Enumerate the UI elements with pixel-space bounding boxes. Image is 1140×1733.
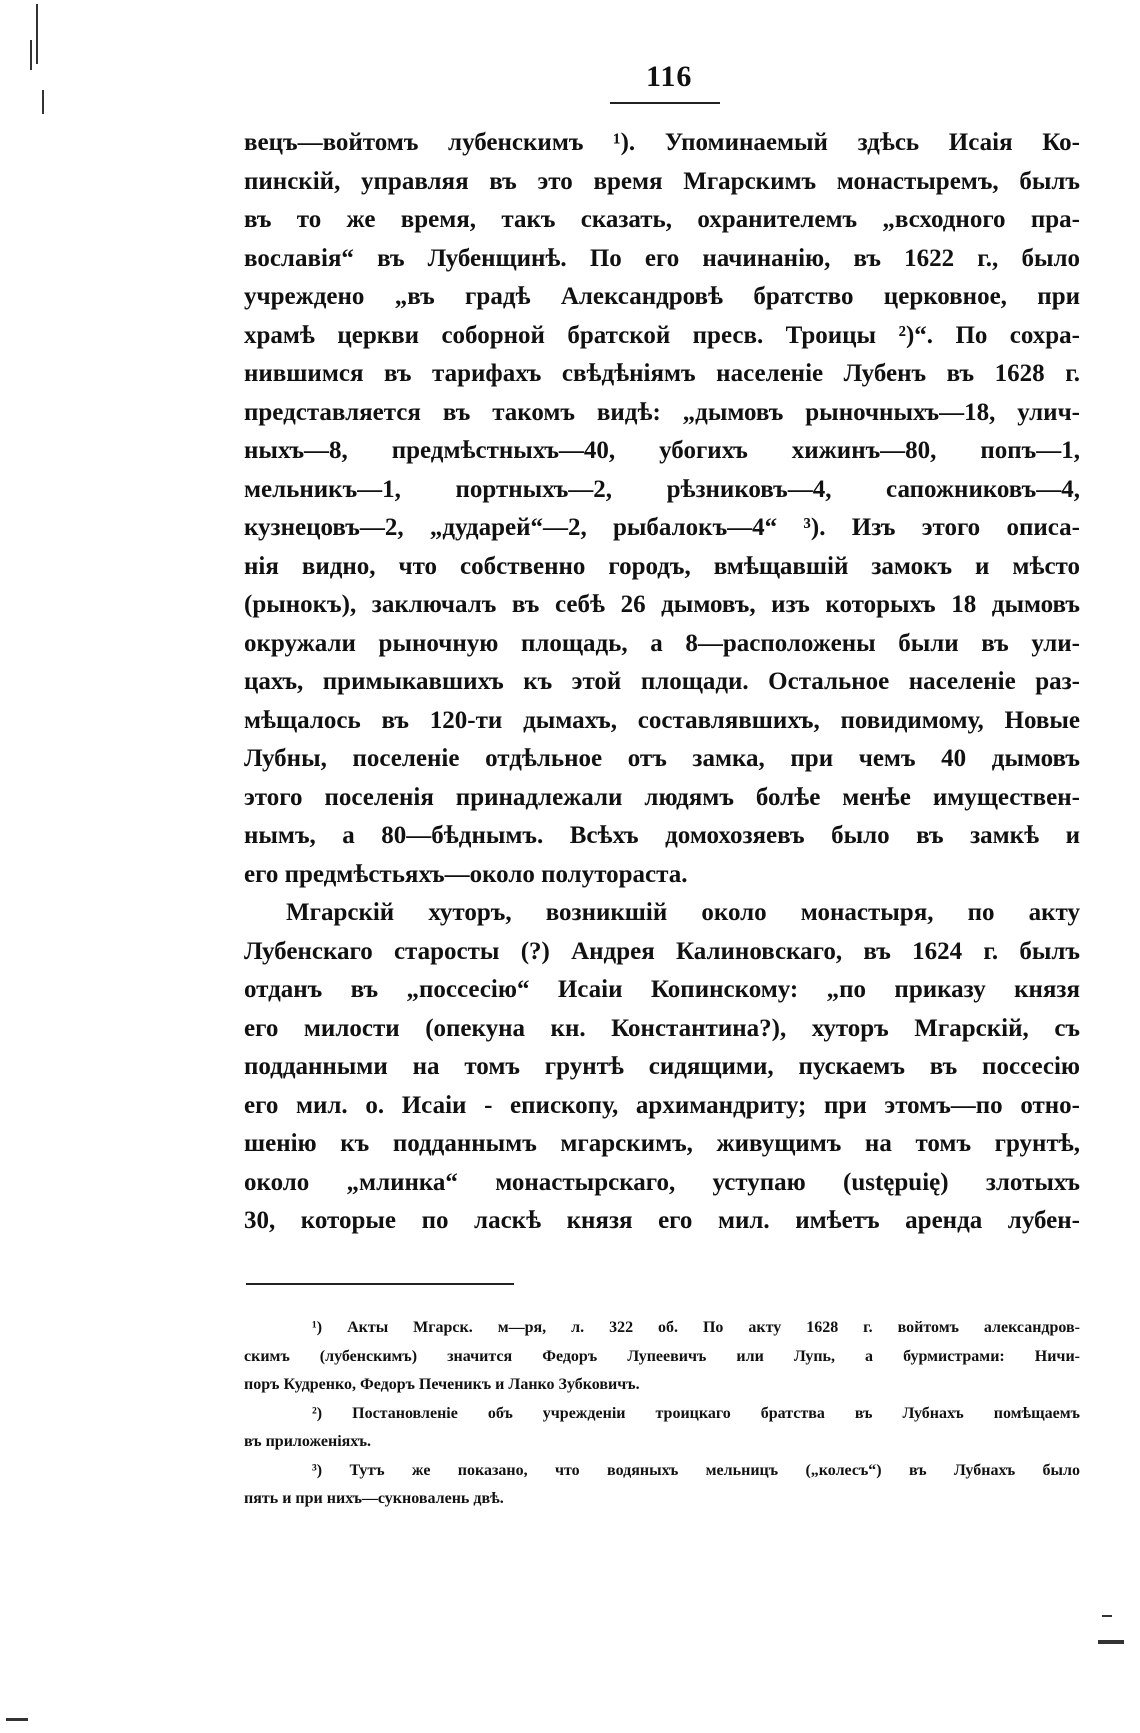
footnote-line: ¹) Акты Мгарск. м—ря, л. 322 об. По акту 1628 г. войтомъ александров- (312, 1319, 1080, 1336)
body-line: вославія“ въ Лубенщинѣ. По его начинанію, въ 1622 г., было (244, 244, 1080, 272)
body-line: Лубны, поселеніе отдѣльное отъ замка, при чемъ 40 дымовъ (244, 745, 1080, 772)
body-line: нившимся въ тарифахъ свѣдѣніямъ населеніе Лубенъ въ 1628 г. (244, 360, 1080, 387)
body-line: этого поселенія принадлежали людямъ болѣе менѣе имуществен- (244, 783, 1080, 811)
body-line: цахъ, примыкавшихъ къ этой площади. Остальное населеніе раз- (244, 668, 1080, 695)
body-line: нія видно, что собственно городъ, вмѣщавшій замокъ и мѣсто (244, 552, 1080, 580)
footnote-line: скимъ (лубенскимъ) значится Федоръ Лупеевичъ или Лупь, а бурмистрами: Ничи- (244, 1347, 1080, 1365)
body-line: его предмѣстьяхъ—около полутораста. (244, 860, 688, 888)
body-line: вецъ—войтомъ лубенскимъ ¹). Упоминаемый здѣсь Исаія Ко- (244, 129, 1080, 156)
body-line: мельникъ—1, портныхъ—2, рѣзниковъ—4, сапожниковъ—4, (244, 475, 1080, 503)
scan-artifact (30, 40, 32, 70)
body-line: ныхъ—8, предмѣстныхъ—40, убогихъ хижинъ—80, попъ—1, (244, 437, 1080, 464)
body-line: подданными на томъ грунтѣ сидящими, пускаемъ въ поссесію (244, 1053, 1080, 1080)
footnote-line: въ приложеніяхъ. (244, 1433, 372, 1450)
footnote-line: ³) Тутъ же показано, что водяныхъ мельницъ („колесъ“) въ Лубнахъ было (312, 1461, 1080, 1479)
body-text (244, 124, 1080, 1241)
body-line: (рынокъ), заключалъ въ себѣ 26 дымовъ, изъ которыхъ 18 дымовъ (244, 591, 1080, 618)
scan-artifact (6, 1718, 28, 1721)
body-line: его милости (опекуна кн. Константина?), хуторъ Мгарскій, съ (244, 1014, 1080, 1042)
footnote-divider (246, 1283, 514, 1285)
footnote-line: пять и при нихъ—сукновалень двѣ. (244, 1490, 504, 1507)
footnote-line: ²) Постановленіе объ учрежденіи троицкаго братства въ Лубнахъ помѣщаемъ (312, 1404, 1080, 1422)
body-line: окружали рыночную площадь, а 8—расположены были въ ули- (244, 629, 1080, 657)
body-line: храмѣ церкви соборной братской пресв. Троицы ²)“. По сохра- (244, 321, 1080, 349)
footnotes (244, 1314, 1080, 1514)
body-line: шенію къ подданнымъ мгарскимъ, живущимъ на томъ грунтѣ, (244, 1130, 1080, 1157)
page-number: 116 (646, 60, 693, 93)
body-line: около „млинка“ монастырскаго, уступаю (ustępuię) злотыхъ (244, 1168, 1080, 1196)
body-line: отданъ въ „поссесію“ Исаіи Копинскому: „по приказу князя (244, 976, 1080, 1003)
body-line: 30, которые по ласкѣ князя его мил. имѣетъ аренда лубен- (244, 1207, 1080, 1234)
scan-artifact (1098, 1640, 1124, 1644)
body-line: пинскій, управляя въ это время Мгарскимъ монастыремъ, былъ (244, 167, 1080, 195)
body-line: представляется въ такомъ видѣ: „дымовъ рыночныхъ—18, улич- (244, 398, 1080, 426)
body-line: въ то же время, такъ сказать, охранителемъ „всходного пра- (244, 206, 1080, 233)
footnote-line: поръ Кудренко, Федоръ Печеникъ и Ланко Зубковичъ. (244, 1376, 640, 1393)
scan-artifact (36, 4, 38, 64)
body-line: его мил. о. Исаіи - епископу, архимандриту; при этомъ—по отно- (244, 1091, 1080, 1119)
body-line: мѣщалось въ 120-ти дымахъ, составлявшихъ, повидимому, Новые (244, 706, 1080, 734)
scan-artifact (42, 90, 44, 114)
scan-artifact (1102, 1615, 1112, 1617)
body-line: учреждено „въ градѣ Александровѣ братство церковное, при (244, 283, 1080, 310)
body-line: Лубенскаго старосты (?) Андрея Калиновскаго, въ 1624 г. былъ (244, 937, 1080, 965)
page-number-underline (610, 102, 720, 104)
body-line: нымъ, а 80—бѣднымъ. Всѣхъ домохозяевъ было въ замкѣ и (244, 822, 1080, 849)
body-line: Мгарскій хуторъ, возникшій около монастыря, по акту (286, 899, 1080, 926)
body-line: кузнецовъ—2, „дударей“—2, рыбалокъ—4“ ³). Изъ этого описа- (244, 514, 1080, 541)
